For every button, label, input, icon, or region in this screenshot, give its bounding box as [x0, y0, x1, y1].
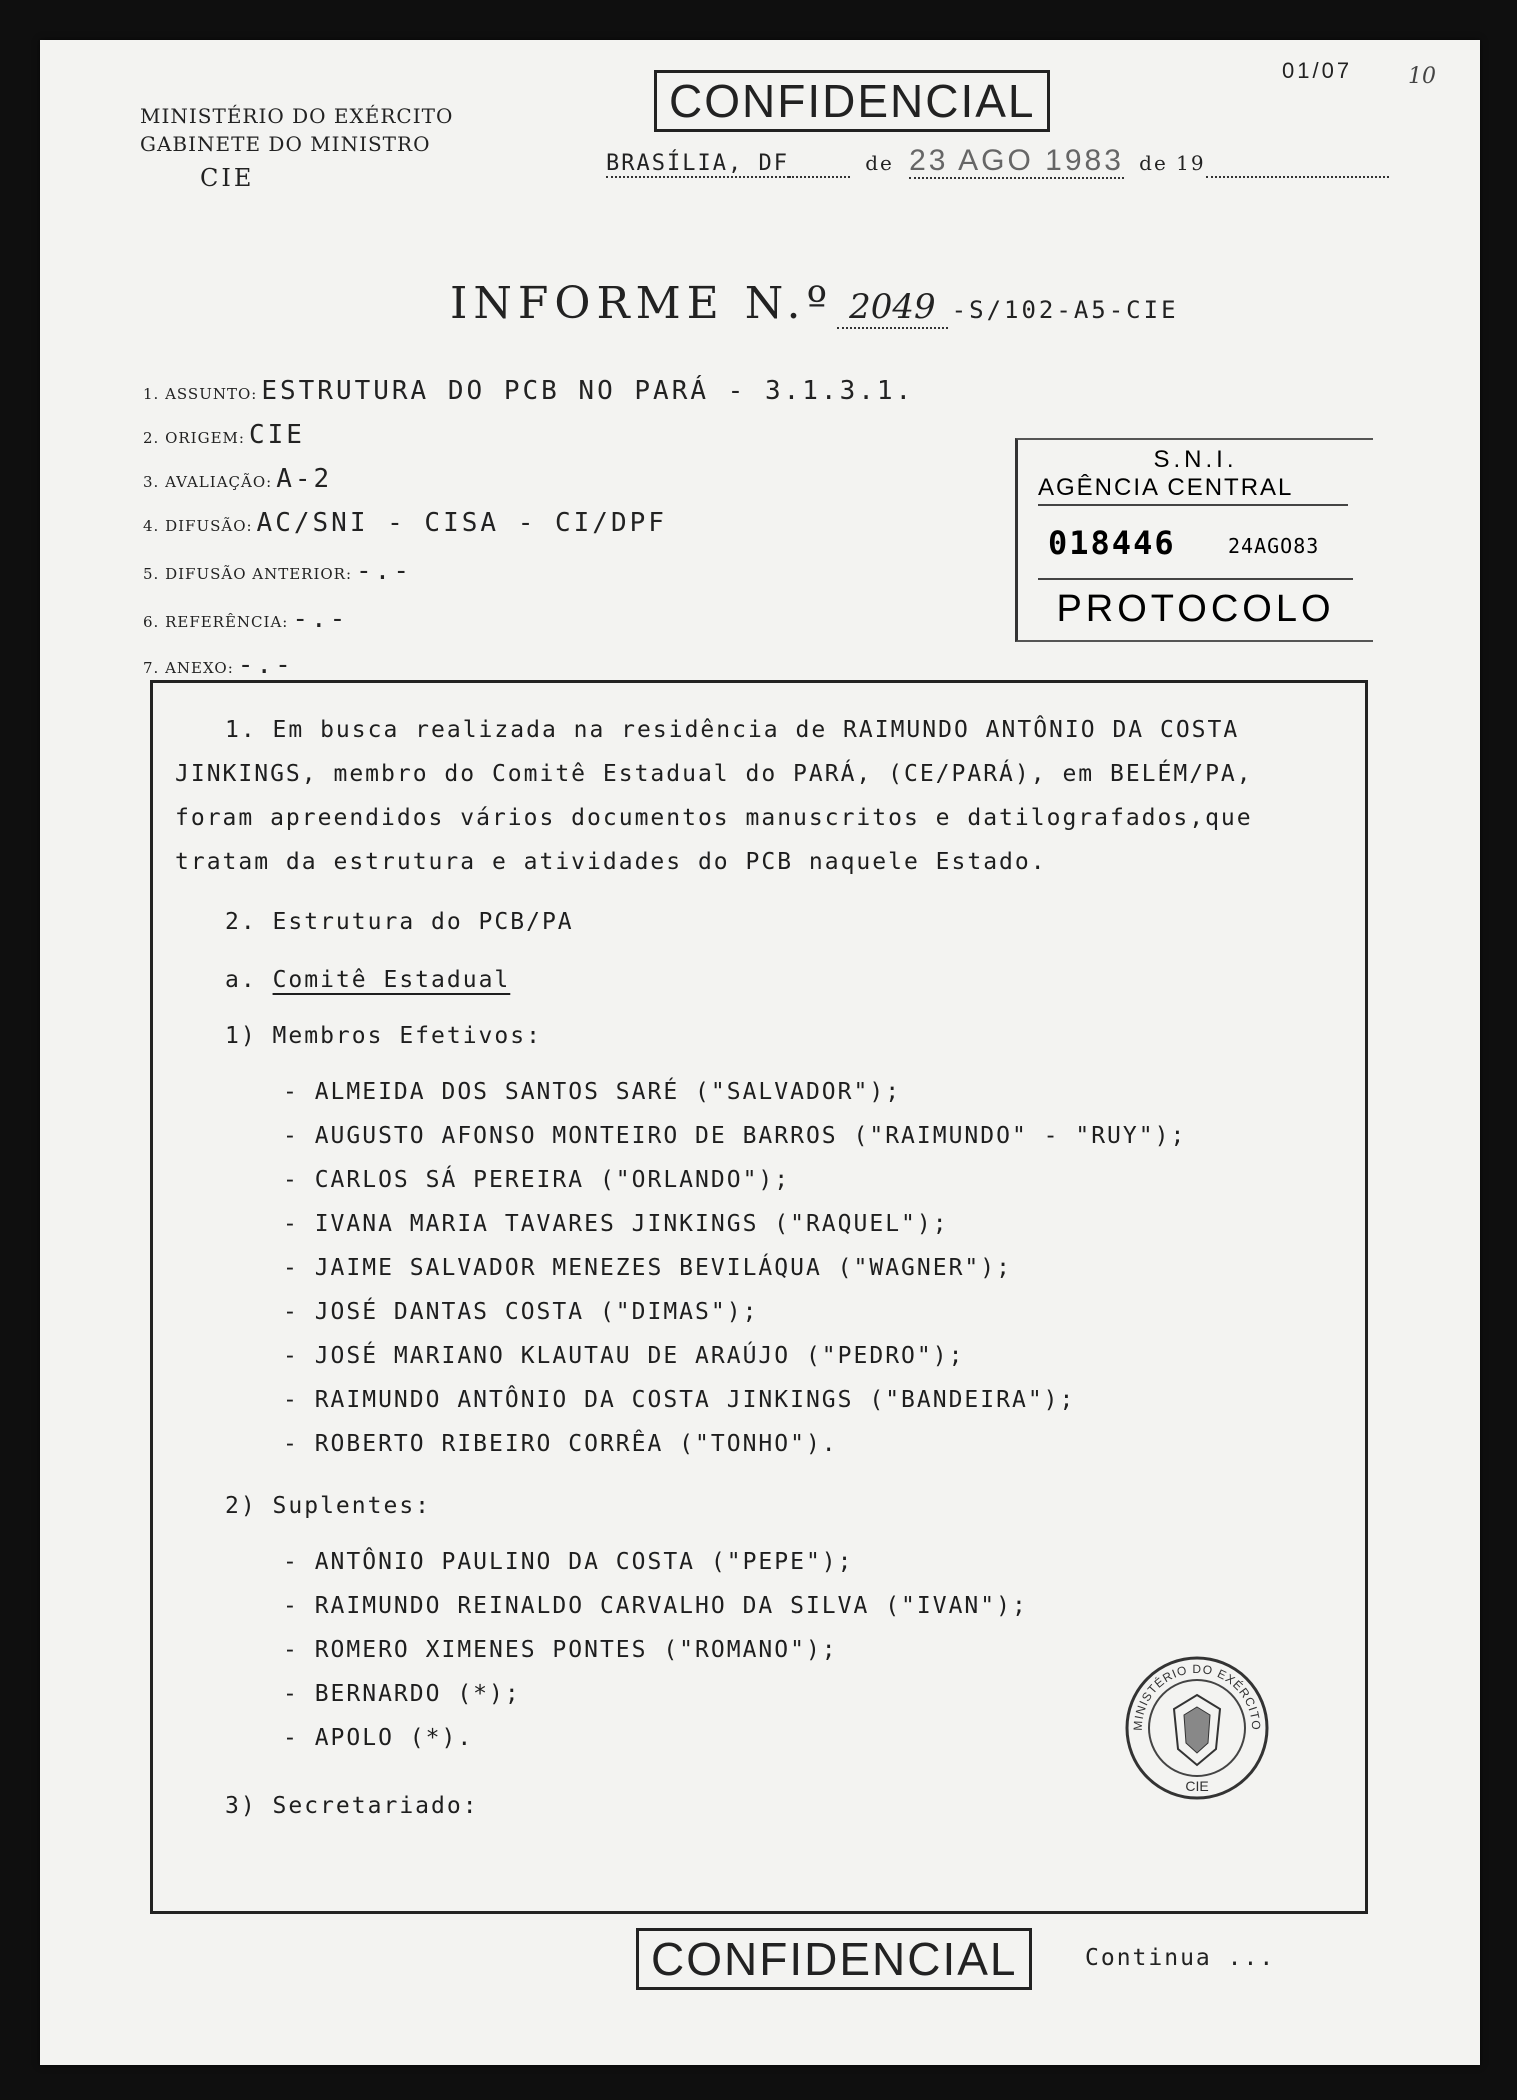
member-item: - JOSÉ DANTAS COSTA ("DIMAS");: [283, 1299, 759, 1325]
report-suffix: -S/102-A5-CIE: [951, 296, 1179, 324]
army-seal-icon: [1122, 1653, 1272, 1803]
place-date-line: [606, 144, 1389, 178]
alternate-item: - RAIMUNDO REINALDO CARVALHO DA SILVA ("IVAN");: [283, 1593, 1028, 1619]
body-p1-line1: 1. Em busca realizada na residência de RAIMUNDO ANTÔNIO DA COSTA: [225, 717, 1240, 743]
letterhead-cie: CIE: [200, 164, 255, 192]
page-number: 01/07: [1282, 58, 1353, 83]
member-item: - ALMEIDA DOS SANTOS SARÉ ("SALVADOR");: [283, 1079, 902, 1105]
document-page: [40, 40, 1480, 2065]
section-a-heading: a. Comitê Estadual: [225, 967, 511, 993]
alternate-item: - ROMERO XIMENES PONTES ("ROMANO");: [283, 1637, 838, 1663]
classification-stamp-bottom: CONFIDENCIAL: [636, 1928, 1032, 1990]
corner-mark: 10: [1408, 64, 1436, 89]
date-suffix: de 19: [1139, 151, 1206, 175]
field-avaliacao: 3. AVALIAÇÃO: A-2: [143, 464, 333, 494]
subsection-2-heading: 2) Suplentes:: [225, 1493, 432, 1519]
place: BRASÍLIA, DF: [606, 151, 789, 176]
subsection-1-heading: 1) Membros Efetivos:: [225, 1023, 542, 1049]
member-item: - CARLOS SÁ PEREIRA ("ORLANDO");: [283, 1167, 791, 1193]
seal-top-text: MINISTÉRIO DO EXÉRCITO: [1130, 1661, 1264, 1731]
alternate-item: - BERNARDO (*);: [283, 1681, 521, 1707]
report-title: [450, 278, 1179, 329]
report-title-label: INFORME N.º: [450, 278, 834, 329]
body-p1-line3: foram apreendidos vários documentos manuscritos e datilografados,que: [175, 805, 1253, 831]
section-a-title: Comitê Estadual: [272, 967, 511, 993]
section-2-heading: 2. Estrutura do PCB/PA: [225, 909, 574, 935]
member-item: - RAIMUNDO ANTÔNIO DA COSTA JINKINGS ("BANDEIRA");: [283, 1387, 1076, 1413]
letterhead: [140, 102, 453, 192]
seal-bottom-text: CIE: [1185, 1778, 1209, 1794]
protocol-date: 24AGO83: [1228, 534, 1320, 558]
field-anexo: 7. ANEXO: -.-: [143, 650, 294, 680]
alternate-item: - ANTÔNIO PAULINO DA COSTA ("PEPE");: [283, 1549, 854, 1575]
field-difusao: 4. DIFUSÃO: AC/SNI - CISA - CI/DPF: [143, 508, 667, 538]
date-stamp: 23 AGO 1983: [909, 144, 1124, 177]
member-item: - JAIME SALVADOR MENEZES BEVILÁQUA ("WAGNER");: [283, 1255, 1012, 1281]
field-difusao-anterior: 5. DIFUSÃO ANTERIOR: -.-: [143, 556, 412, 586]
body-p1-line2: JINKINGS, membro do Comitê Estadual do PARÁ, (CE/PARÁ), em BELÉM/PA,: [175, 761, 1253, 787]
member-item: - IVANA MARIA TAVARES JINKINGS ("RAQUEL");: [283, 1211, 949, 1237]
alternate-item: - APOLO (*).: [283, 1725, 474, 1751]
date-prefix: de: [865, 151, 894, 175]
field-assunto: 1. ASSUNTO: ESTRUTURA DO PCB NO PARÁ - 3.1.3.1.: [143, 376, 915, 406]
member-item: - ROBERTO RIBEIRO CORRÊA ("TONHO").: [283, 1431, 838, 1457]
classification-stamp-top: CONFIDENCIAL: [654, 70, 1050, 132]
protocol-label: PROTOCOLO: [1056, 588, 1335, 630]
continues-note: Continua ...: [1085, 1945, 1276, 1971]
member-item: - AUGUSTO AFONSO MONTEIRO DE BARROS ("RAIMUNDO" - "RUY");: [283, 1123, 1187, 1149]
field-origem: 2. ORIGEM: CIE: [143, 420, 305, 450]
body-p1-line4: tratam da estrutura e atividades do PCB naquele Estado.: [175, 849, 1047, 875]
field-referencia: 6. REFERÊNCIA: -.-: [143, 604, 349, 634]
protocol-stamp: [1015, 438, 1373, 642]
letterhead-ministry: MINISTÉRIO DO EXÉRCITO: [140, 104, 454, 128]
protocol-agency: AGÊNCIA CENTRAL: [1038, 474, 1348, 506]
letterhead-cabinet: GABINETE DO MINISTRO: [140, 132, 431, 156]
protocol-org: S.N.I.: [1153, 446, 1238, 473]
protocol-number: 018446: [1048, 524, 1176, 562]
subsection-3-heading: 3) Secretariado:: [225, 1793, 479, 1819]
member-item: - JOSÉ MARIANO KLAUTAU DE ARAÚJO ("PEDRO");: [283, 1343, 965, 1369]
report-number: 2049: [837, 287, 948, 329]
